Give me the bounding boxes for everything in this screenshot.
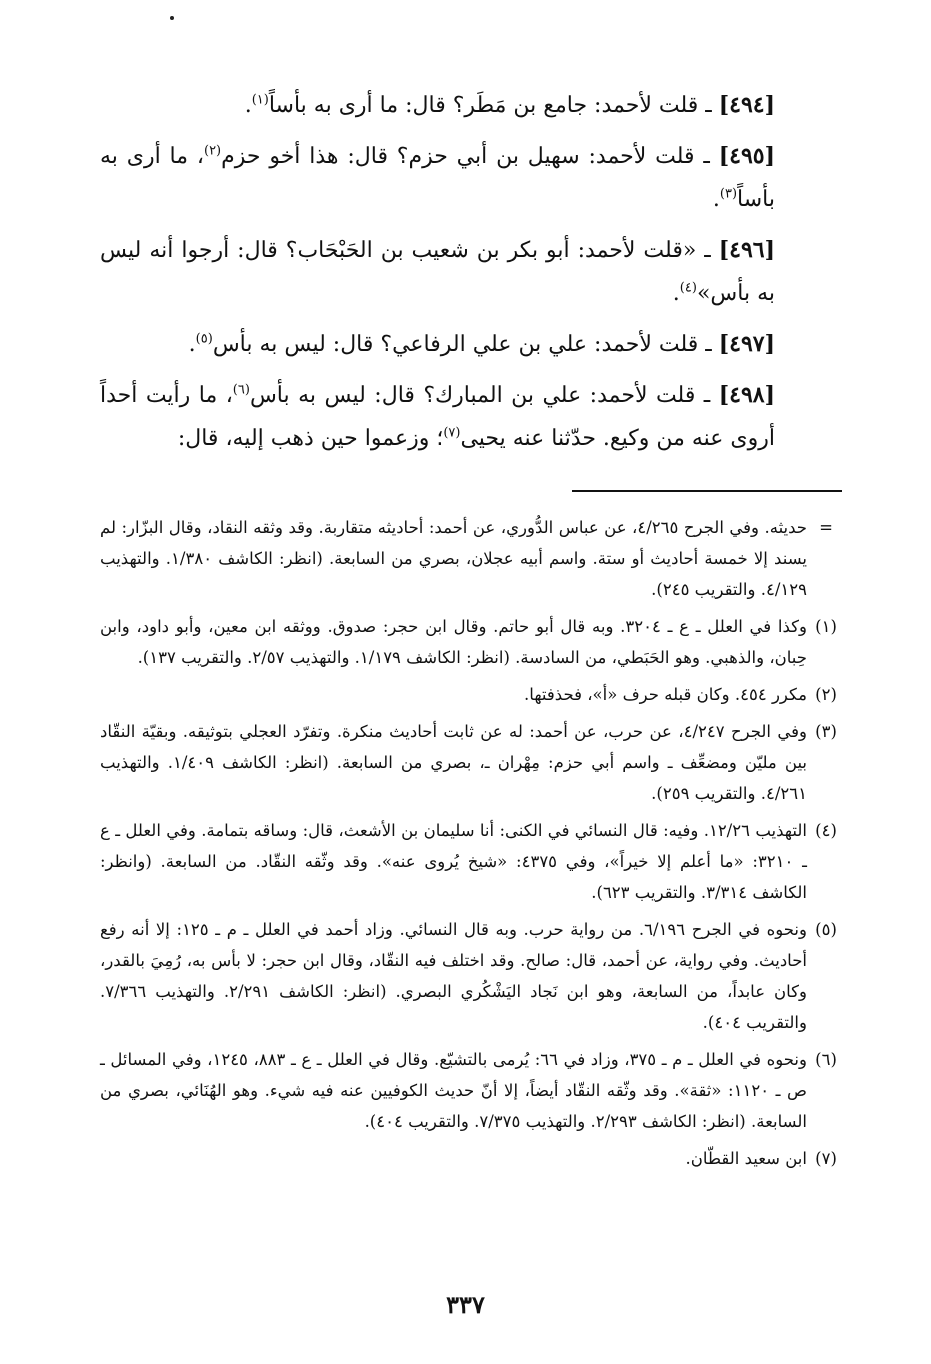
footnote-4 [100, 815, 845, 908]
footnote-text: مكرر ٤٥٤. وكان قبله حرف «أ»، فحذفتها. [524, 685, 807, 704]
footnote-ref: (٣) [719, 186, 738, 202]
footnote-ref: (٢) [203, 143, 222, 159]
page-number: ٣٣٧ [446, 1290, 485, 1319]
footnote-marker: (١) [815, 617, 837, 636]
footnote-text: ونحوه في الجرح ٦/١٩٦. من رواية حرب. وبه قال النسائي. وزاد أحمد في العلل ـ م ـ ١٢٥: إلا أنه رفع أحاديث. وفي رواية، عن أحمد، قال: صالح. وقد اختلف فيه النقّاد، وقال ابن حجر: لا بأس به، رُمِيَ بالقدر، وكان عابداً، من السابعة، وهو ابن نَجاد اليَشْكُري البصري. (انظر: الكاشف ٢/٢٩١. والتهذيب ٧/٣٦٦. والتقريب ٤٠٤). [100, 920, 807, 1032]
entry-end: . [188, 332, 196, 357]
entry-end: ؛ وزعموا حين ذهب إليه، قال: [177, 426, 444, 451]
entry-end: . [244, 93, 252, 118]
footnote-continued [100, 512, 845, 605]
entry-text: ـ قلت لأحمد: علي بن علي الرفاعي؟ قال: ليس به بأس [212, 332, 719, 357]
entry-497 [100, 323, 845, 366]
footnote-text: وكذا في العلل ـ ع ـ ٣٢٠٤. وبه قال أبو حاتم. وقال ابن حجر: صدوق. ووثقه ابن معين، وأبو داود، وابن حِبان، والذهبي. وهو الحَبَطي، من السادسة. (انظر: الكاشف ١/١٧٩. والتهذيب ٢/٥٧. والتقريب ١٣٧). [100, 617, 807, 667]
entry-498 [100, 374, 845, 460]
footnote-marker: (٦) [815, 1050, 837, 1069]
footnote-separator [572, 490, 842, 492]
footnote-text: التهذيب ١٢/٢٦. وفيه: قال النسائي في الكنى: أنا سليمان بن الأشعث، قال: وساقه بتمامة. وفي العلل ـ ع ـ ٣٢١٠: «ما أعلم إلا خيراً»، وفي ٤٣٧٥: «شيخ يُروى عنه». وقد وثّقه النقّاد. من السابعة. (وانظر: الكاشف ٣/٣١٤. والتقريب ٦٢٣). [100, 821, 807, 902]
footnote-ref: (٦) [232, 382, 250, 398]
footnote-1 [100, 611, 845, 673]
entry-text: ـ قلت لأحمد: جامع بن مَطَر؟ قال: ما أرى به بأساً [268, 93, 719, 118]
footnote-text: ابن سعيد القطّان. [685, 1149, 807, 1168]
footnote-3 [100, 716, 845, 809]
footnote-6 [100, 1044, 845, 1137]
entry-text-continued: ، ما أرى به بأساً [100, 144, 775, 212]
footnote-5 [100, 914, 845, 1038]
entry-end: . [712, 187, 720, 212]
entry-number: [٤٩٥] [718, 143, 775, 169]
entry-number: [٤٩٤] [718, 92, 775, 118]
footnote-marker: (٧) [815, 1149, 837, 1168]
page-dot [170, 16, 174, 20]
footnote-marker: (٢) [815, 685, 837, 704]
entry-495 [100, 135, 845, 221]
footnote-marker: (٥) [815, 920, 837, 939]
footnote-marker: (٣) [815, 722, 837, 741]
entry-end: . [672, 281, 680, 306]
footnotes [100, 512, 845, 1180]
main-text [100, 84, 845, 468]
footnote-ref: (٥) [195, 331, 213, 347]
footnote-text: وفي الجرح ٤/٢٤٧، عن حرب، عن أحمد: له عن ثابت أحاديث منكرة. وتفرّد العجلي بتوثيقه. وبقيّة النقّاد بين مليّن ومضعِّف ـ واسم أبي حزم: مِهْران ـ، بصري من السابعة. (انظر: الكاشف ١/٤٠٩. والتهذيب ٤/٢٦١. والتقريب ٢٥٩). [100, 722, 808, 803]
footnote-text: حديثه. وفي الجرح ٤/٢٦٥، عن عباس الدُّوري، عن أحمد: أحاديثه متقاربة. وقد وثقه النقاد، وقال البزّار: لم يسند إلا خمسة أحاديث أو ستة. واسم أبيه عجلان، بصري من السابعة. (انظر: الكاشف ١/٣٨٠. والتهذيب ٤/١٢٩. والتقريب ٢٤٥). [100, 518, 808, 599]
entry-text: ـ قلت لأحمد: سهيل بن أبي حزم؟ قال: هذا أخو حزم [221, 144, 719, 169]
footnote-marker: (٤) [815, 821, 837, 840]
footnote-ref: (٤) [679, 280, 697, 296]
entry-text: ـ «قلت لأحمد: أبو بكر بن شعيب بن الحَبْحَاب؟ قال: أرجوا أنه ليس به بأس» [100, 238, 775, 306]
entry-496 [100, 229, 845, 315]
entry-number: [٤٩٨] [718, 382, 775, 408]
entry-494 [100, 84, 845, 127]
footnote-ref: (٧) [443, 425, 461, 441]
entry-text-continued: ، ما رأيت أحداً أروى عنه من وكيع. حدّثنا عنه يحيى [100, 383, 775, 451]
footnote-text: ونحوه في العلل ـ م ـ ٣٧٥، وزاد في ٦٦: يُرمى بالتشيّع. وقال في العلل ـ ع ـ ٨٨٣، ١٢٤٥، وفي المسائل ـ ص ـ ١١٢٠: «ثقة». وقد وثّقه النقّاد أيضاً، إلا أنّ حديث الكوفيين عنه فيه شيء. وهو الهُنَائي، بصري من السابعة. (انظر: الكاشف ٢/٢٩٣. والتهذيب ٧/٣٧٥. والتقريب ٤٠٤). [100, 1050, 807, 1131]
footnote-2 [100, 679, 845, 710]
entry-text: ـ قلت لأحمد: علي بن المبارك؟ قال: ليس به بأس [249, 383, 719, 408]
footnote-ref: (١) [251, 92, 269, 108]
footnote-7 [100, 1143, 845, 1174]
footnote-marker: = [819, 518, 833, 537]
entry-number: [٤٩٧] [718, 331, 775, 357]
entry-number: [٤٩٦] [718, 237, 775, 263]
